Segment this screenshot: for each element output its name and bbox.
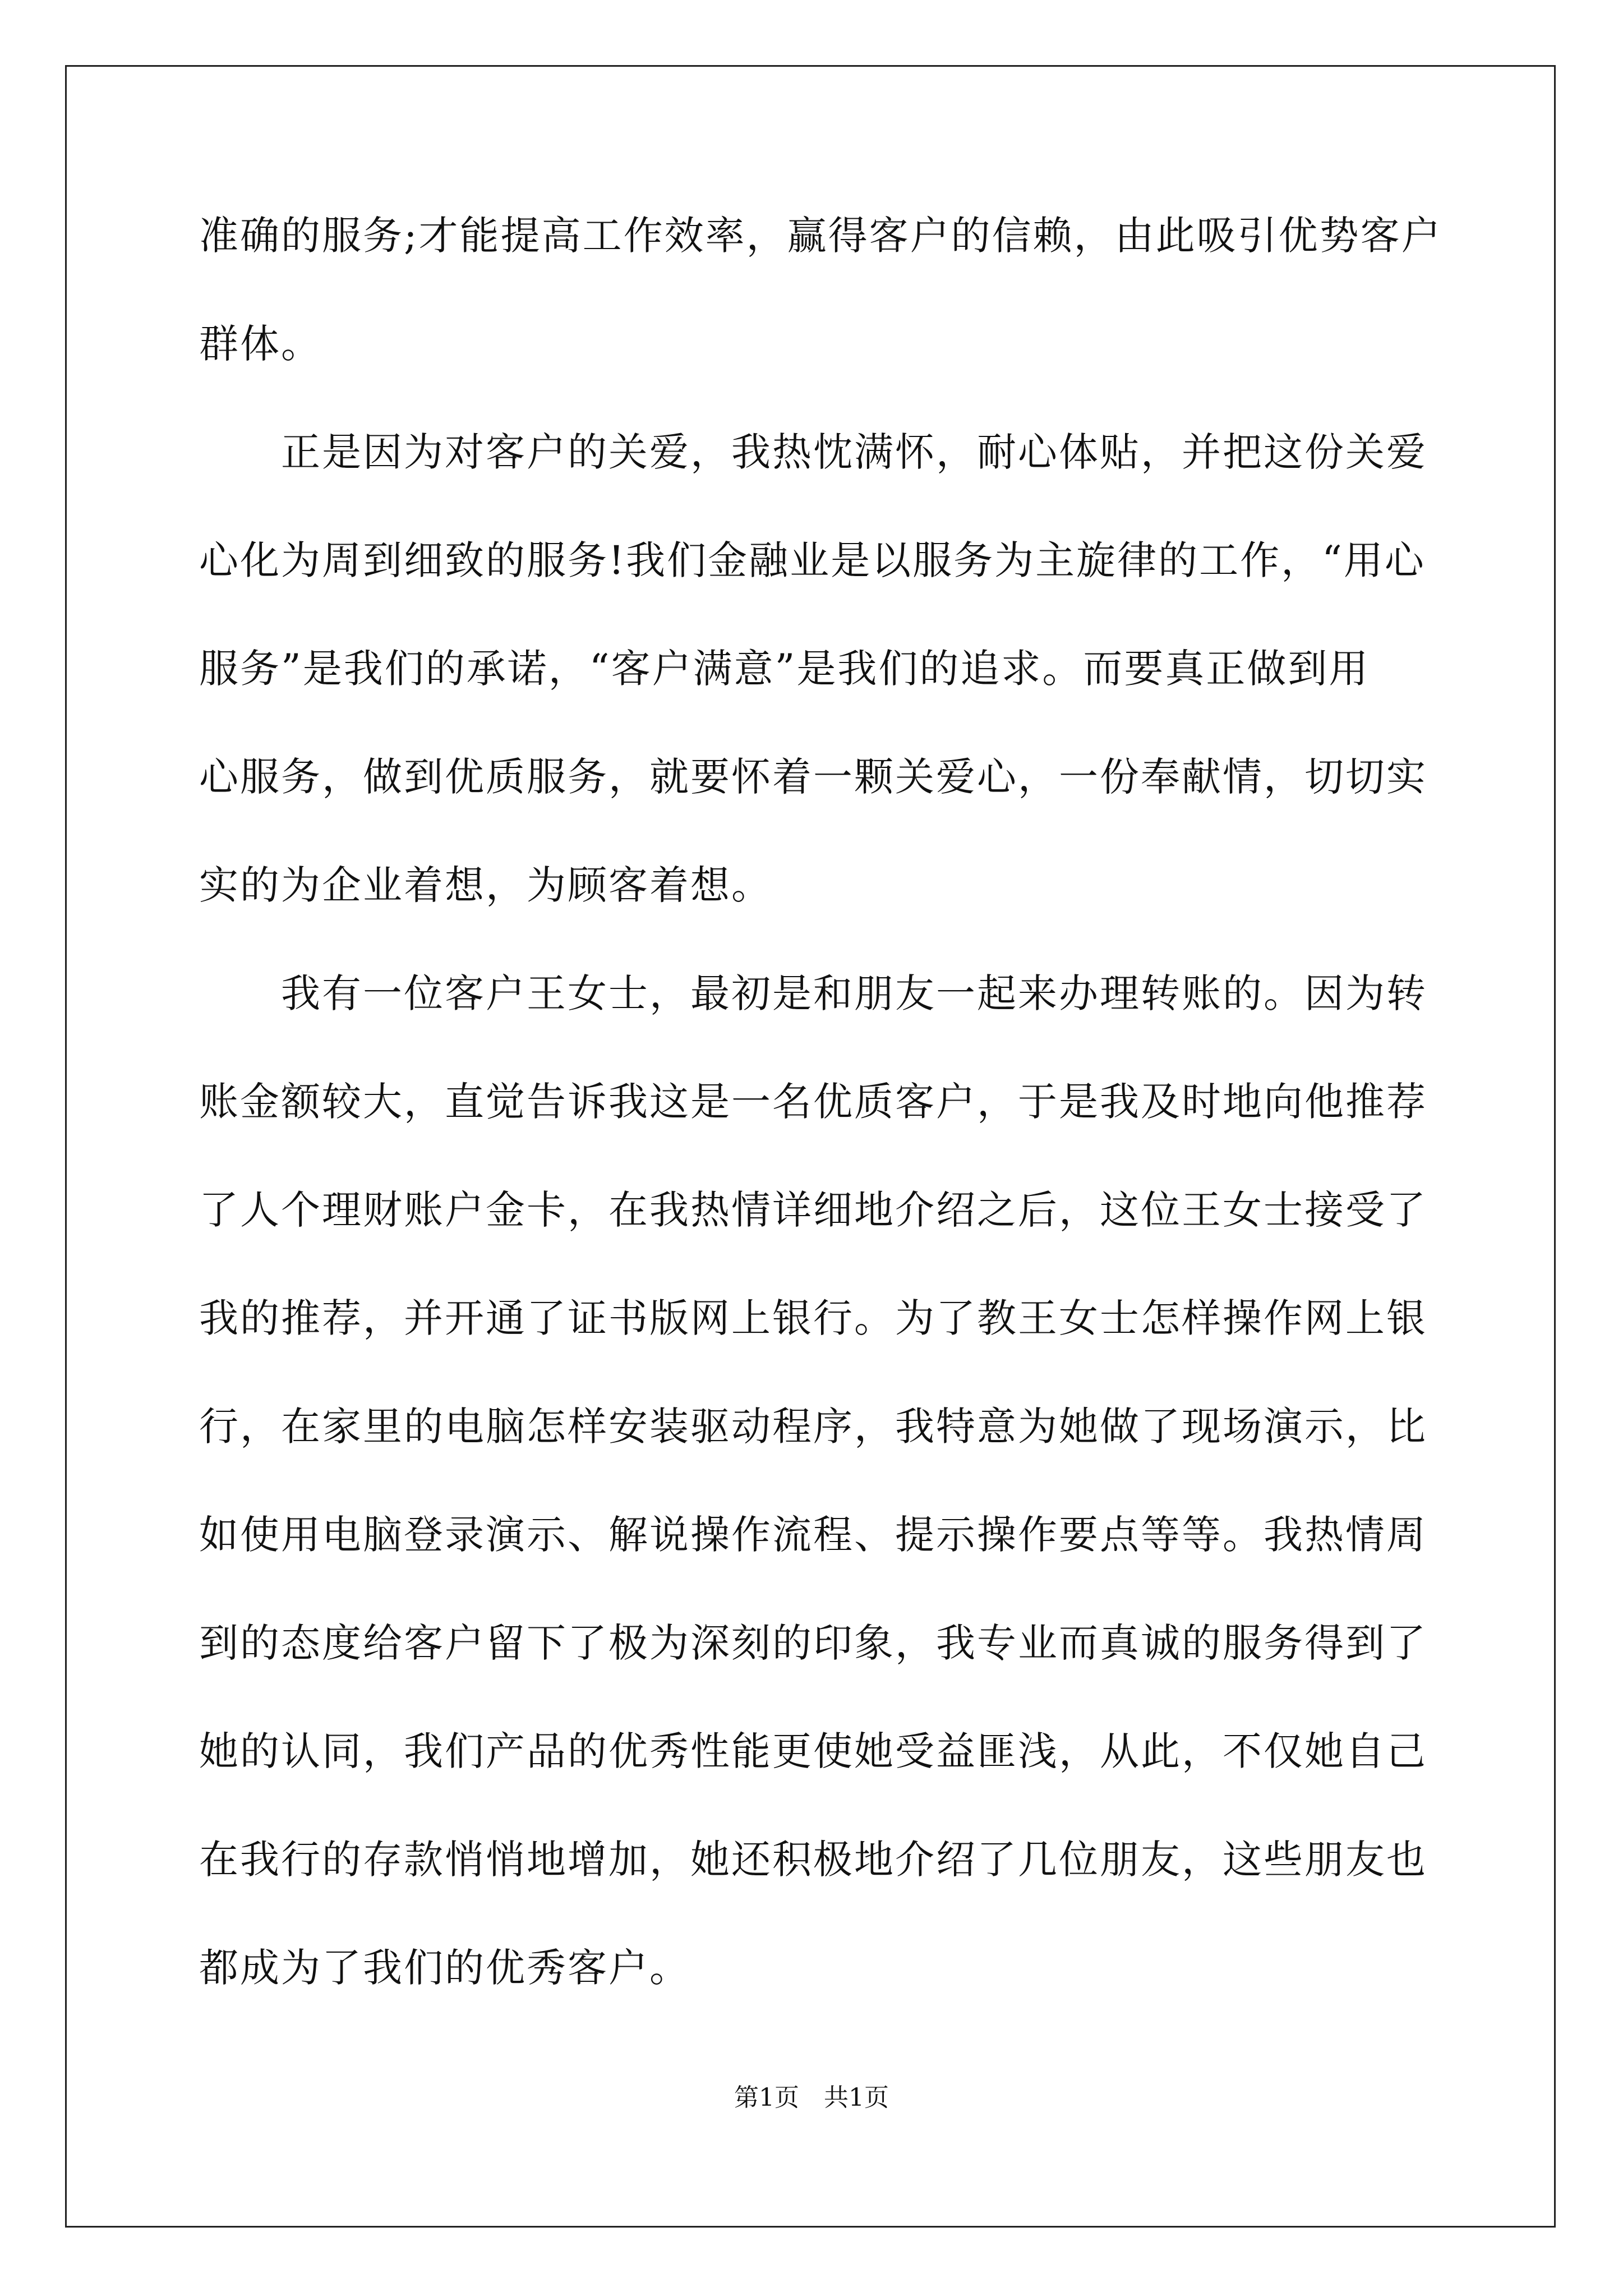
text-line: 在我行的存款悄悄地增加，她还积极地介绍了几位朋友，这些朋友也	[199, 1837, 1427, 1883]
text-line: 准确的服务;才能提高工作效率，赢得客户的信赖，由此吸引优势客户	[199, 213, 1442, 259]
text-line: 都成为了我们的优秀客户。	[199, 1945, 690, 1991]
text-line: 心化为周到细致的服务!我们金融业是以服务为主旋律的工作，“用心	[199, 537, 1426, 583]
text-line: 群体。	[199, 321, 322, 367]
document-body	[199, 209, 1442, 2049]
page-footer: 第1页 共1页	[734, 2083, 889, 2112]
text-line: 了人个理财账户金卡，在我热情详细地介绍之后，这位王女士接受了	[199, 1187, 1427, 1233]
text-line: 服务”是我们的承诺，“客户满意”是我们的追求。而要真正做到用	[199, 646, 1370, 692]
text-line: 正是因为对客户的关爱，我热忱满怀，耐心体贴，并把这份关爱	[199, 429, 1427, 475]
text-line: 如使用电脑登录演示、解说操作流程、提示操作要点等等。我热情周	[199, 1512, 1427, 1558]
text-line: 她的认同，我们产品的优秀性能更使她受益匪浅，从此，不仅她自己	[199, 1728, 1427, 1774]
text-line: 我的推荐，并开通了证书版网上银行。为了教王女士怎样操作网上银	[199, 1295, 1427, 1341]
text-line: 账金额较大，直觉告诉我这是一名优质客户，于是我及时地向他推荐	[199, 1079, 1427, 1125]
text-line: 我有一位客户王女士，最初是和朋友一起来办理转账的。因为转	[199, 970, 1427, 1016]
text-line: 实的为企业着想，为顾客着想。	[199, 862, 772, 908]
text-line: 心服务，做到优质服务，就要怀着一颗关爱心，一份奉献情，切切实	[199, 754, 1427, 800]
text-line: 到的态度给客户留下了极为深刻的印象，我专业而真诚的服务得到了	[199, 1620, 1427, 1666]
text-line: 行，在家里的电脑怎样安装驱动程序，我特意为她做了现场演示，比	[199, 1404, 1427, 1450]
